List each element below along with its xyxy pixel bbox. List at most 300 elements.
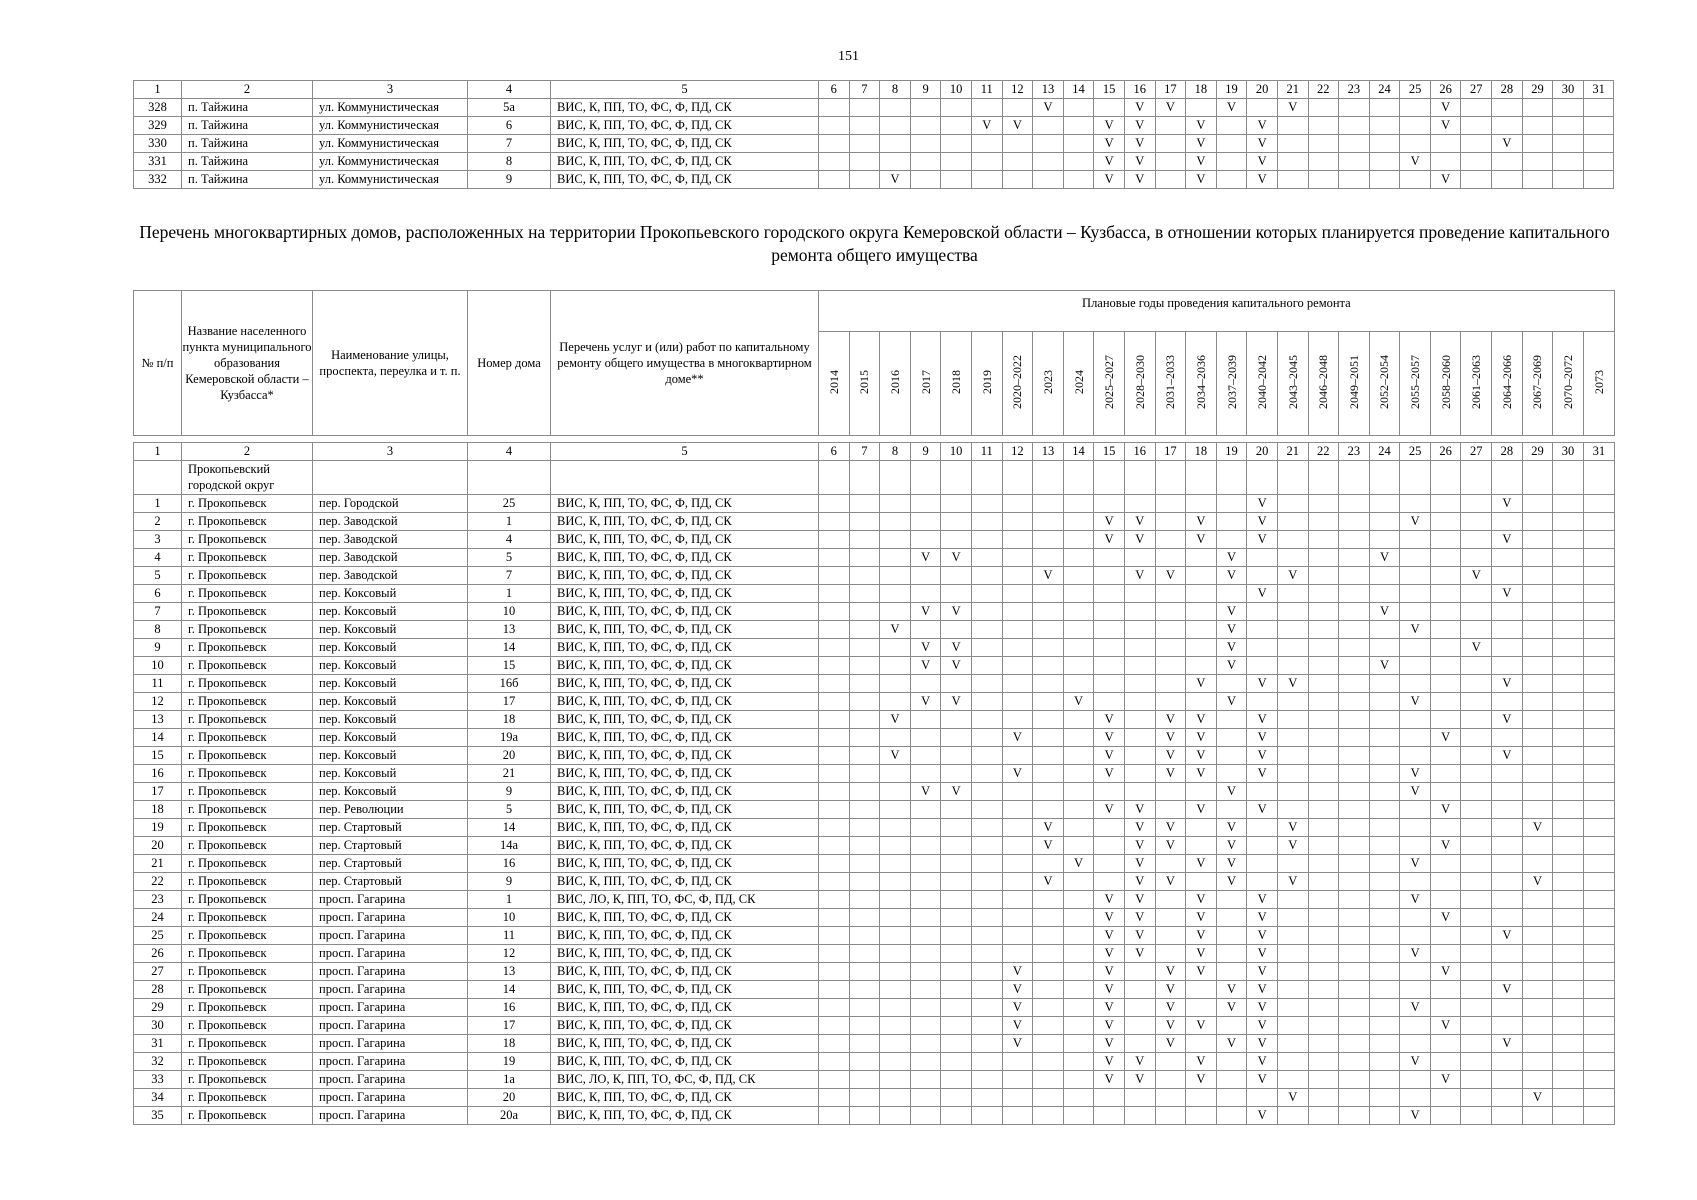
year-cell xyxy=(1492,1107,1523,1125)
row-number: 33 xyxy=(134,1071,182,1089)
year-cell xyxy=(1339,657,1370,675)
year-cell xyxy=(1033,603,1064,621)
locality-cell: г. Прокопьевск xyxy=(182,1035,313,1053)
year-cell xyxy=(1339,495,1370,513)
year-label: 2070–2072 xyxy=(1561,354,1576,409)
year-cell xyxy=(910,981,941,999)
year-cell xyxy=(1369,1017,1400,1035)
column-number: 7 xyxy=(849,443,880,461)
column-number: 29 xyxy=(1522,443,1553,461)
year-mark-cell: V xyxy=(1124,819,1155,837)
year-cell xyxy=(1553,873,1584,891)
year-cell xyxy=(1553,729,1584,747)
year-cell xyxy=(849,117,880,135)
year-cell xyxy=(1430,1089,1461,1107)
year-cell xyxy=(1369,675,1400,693)
year-cell xyxy=(1339,963,1370,981)
year-cell xyxy=(1461,621,1492,639)
year-cell xyxy=(1553,1035,1584,1053)
year-mark-cell: V xyxy=(880,711,911,729)
year-mark-cell: V xyxy=(1369,657,1400,675)
year-cell xyxy=(910,801,941,819)
year-cell xyxy=(1277,999,1308,1017)
year-mark-cell: V xyxy=(1247,1071,1278,1089)
year-cell xyxy=(1430,621,1461,639)
year-mark-cell: V xyxy=(1094,153,1125,171)
year-cell xyxy=(1492,909,1523,927)
column-number: 10 xyxy=(941,81,972,99)
year-mark-cell: V xyxy=(1186,531,1217,549)
year-cell xyxy=(1308,657,1339,675)
year-mark-cell: V xyxy=(1186,1053,1217,1071)
row-number: 27 xyxy=(134,963,182,981)
locality-cell: г. Прокопьевск xyxy=(182,1017,313,1035)
year-cell xyxy=(1277,657,1308,675)
year-cell xyxy=(849,711,880,729)
year-cell xyxy=(1553,783,1584,801)
locality-cell: г. Прокопьевск xyxy=(182,513,313,531)
year-cell xyxy=(910,585,941,603)
street-cell: пер. Городской xyxy=(313,495,468,513)
works-list-cell: ВИС, К, ПП, ТО, ФС, Ф, ПД, СК xyxy=(551,99,819,117)
locality-cell: г. Прокопьевск xyxy=(182,981,313,999)
street-cell: просп. Гагарина xyxy=(313,1107,468,1125)
year-cell xyxy=(1094,855,1125,873)
year-mark-cell: V xyxy=(1124,909,1155,927)
year-cell xyxy=(849,1071,880,1089)
year-cell xyxy=(880,873,911,891)
year-cell xyxy=(910,999,941,1017)
year-mark-cell: V xyxy=(1094,891,1125,909)
year-cell xyxy=(1308,1053,1339,1071)
locality-cell: г. Прокопьевск xyxy=(182,837,313,855)
year-cell xyxy=(1308,1107,1339,1125)
table-row xyxy=(134,153,1614,171)
year-cell xyxy=(1583,819,1614,837)
column-number: 30 xyxy=(1553,81,1584,99)
year-cell xyxy=(880,461,911,495)
locality-cell: г. Прокопьевск xyxy=(182,621,313,639)
year-mark-cell: V xyxy=(1247,1053,1278,1071)
year-cell xyxy=(849,1053,880,1071)
year-cell xyxy=(971,945,1002,963)
table-main xyxy=(133,290,1615,1125)
year-mark-cell: V xyxy=(1216,657,1247,675)
year-cell xyxy=(941,531,972,549)
column-number: 16 xyxy=(1124,81,1155,99)
year-cell xyxy=(1461,461,1492,495)
year-cell xyxy=(1522,837,1553,855)
column-number: 20 xyxy=(1247,443,1278,461)
year-cell xyxy=(819,819,850,837)
year-cell xyxy=(1033,1089,1064,1107)
year-cell xyxy=(1430,513,1461,531)
year-label: 2024 xyxy=(1071,369,1086,394)
year-mark-cell: V xyxy=(1216,999,1247,1017)
year-mark-cell: V xyxy=(1247,999,1278,1017)
house-number-cell: 12 xyxy=(468,945,551,963)
year-mark-cell: V xyxy=(1094,963,1125,981)
year-mark-cell: V xyxy=(1247,531,1278,549)
year-cell xyxy=(1063,783,1094,801)
year-cell xyxy=(1553,513,1584,531)
column-number: 14 xyxy=(1063,443,1094,461)
street-cell: пер. Коксовый xyxy=(313,603,468,621)
year-cell xyxy=(1063,461,1094,495)
year-cell xyxy=(941,513,972,531)
year-cell xyxy=(1522,531,1553,549)
year-mark-cell: V xyxy=(1155,765,1186,783)
year-cell xyxy=(1277,963,1308,981)
year-cell xyxy=(1277,171,1308,189)
year-cell xyxy=(1430,945,1461,963)
year-cell xyxy=(1247,621,1278,639)
year-cell xyxy=(910,1017,941,1035)
year-cell xyxy=(910,1107,941,1125)
year-cell xyxy=(1124,621,1155,639)
year-header xyxy=(1583,332,1614,436)
year-mark-cell: V xyxy=(1277,873,1308,891)
year-cell xyxy=(1186,1089,1217,1107)
year-cell xyxy=(1430,873,1461,891)
table-row xyxy=(134,513,1615,531)
gap-cell xyxy=(468,436,551,443)
year-label: 2064–2066 xyxy=(1499,354,1514,409)
year-mark-cell: V xyxy=(1094,711,1125,729)
year-cell xyxy=(819,855,850,873)
year-cell xyxy=(819,909,850,927)
year-cell xyxy=(1002,783,1033,801)
year-cell xyxy=(1308,585,1339,603)
year-cell xyxy=(849,99,880,117)
row-number: 12 xyxy=(134,693,182,711)
year-cell xyxy=(1216,1089,1247,1107)
year-mark-cell: V xyxy=(1186,135,1217,153)
year-cell xyxy=(1430,461,1461,495)
year-cell xyxy=(1277,927,1308,945)
year-cell xyxy=(849,747,880,765)
year-cell xyxy=(1002,513,1033,531)
year-cell xyxy=(1339,801,1370,819)
year-cell xyxy=(1369,495,1400,513)
year-cell xyxy=(1583,765,1614,783)
year-cell xyxy=(1553,1107,1584,1125)
year-cell xyxy=(910,135,941,153)
gap-cell xyxy=(1583,436,1614,443)
year-cell xyxy=(1155,639,1186,657)
column-number: 28 xyxy=(1492,443,1523,461)
year-cell xyxy=(819,729,850,747)
year-cell xyxy=(1583,675,1614,693)
year-mark-cell: V xyxy=(1124,891,1155,909)
year-mark-cell: V xyxy=(1430,837,1461,855)
table-row xyxy=(134,603,1615,621)
year-cell xyxy=(1369,819,1400,837)
year-mark-cell: V xyxy=(1124,567,1155,585)
region-label: Прокопьевский городской округ xyxy=(182,461,313,495)
year-cell xyxy=(1308,783,1339,801)
year-mark-cell: V xyxy=(1430,171,1461,189)
year-mark-cell: V xyxy=(1186,765,1217,783)
works-list-cell: ВИС, К, ПП, ТО, ФС, Ф, ПД, СК xyxy=(551,495,819,513)
row-number: 331 xyxy=(134,153,182,171)
year-cell xyxy=(1186,621,1217,639)
year-cell xyxy=(1339,999,1370,1017)
house-number-cell: 13 xyxy=(468,621,551,639)
column-number: 23 xyxy=(1339,81,1370,99)
year-cell xyxy=(1369,729,1400,747)
year-cell xyxy=(1002,927,1033,945)
year-cell xyxy=(971,1089,1002,1107)
year-cell xyxy=(1063,1071,1094,1089)
works-list-cell: ВИС, К, ПП, ТО, ФС, Ф, ПД, СК xyxy=(551,981,819,999)
year-cell xyxy=(819,495,850,513)
column-number: 1 xyxy=(134,443,182,461)
year-cell xyxy=(1216,801,1247,819)
year-cell xyxy=(819,153,850,171)
row-number: 11 xyxy=(134,675,182,693)
year-header xyxy=(971,332,1002,436)
year-cell xyxy=(1430,981,1461,999)
year-cell xyxy=(1002,747,1033,765)
region-house-cell xyxy=(468,461,551,495)
year-cell xyxy=(971,461,1002,495)
year-mark-cell: V xyxy=(1247,513,1278,531)
works-list-cell: ВИС, К, ПП, ТО, ФС, Ф, ПД, СК xyxy=(551,621,819,639)
street-cell: пер. Коксовый xyxy=(313,765,468,783)
year-cell xyxy=(819,1053,850,1071)
year-cell xyxy=(1063,945,1094,963)
year-cell xyxy=(1002,153,1033,171)
year-mark-cell: V xyxy=(1247,675,1278,693)
year-cell xyxy=(1369,891,1400,909)
year-cell xyxy=(1492,783,1523,801)
year-cell xyxy=(1553,819,1584,837)
year-cell xyxy=(849,945,880,963)
year-cell xyxy=(1369,801,1400,819)
table-row xyxy=(134,657,1615,675)
year-cell xyxy=(1216,171,1247,189)
year-cell xyxy=(1308,117,1339,135)
year-cell xyxy=(1492,1017,1523,1035)
year-cell xyxy=(880,999,911,1017)
year-cell xyxy=(1583,621,1614,639)
year-label: 2017 xyxy=(918,369,933,394)
year-cell xyxy=(971,1017,1002,1035)
year-cell xyxy=(1063,549,1094,567)
house-number-cell: 7 xyxy=(468,567,551,585)
works-list-cell: ВИС, К, ПП, ТО, ФС, Ф, ПД, СК xyxy=(551,927,819,945)
year-mark-cell: V xyxy=(1124,531,1155,549)
year-cell xyxy=(1369,963,1400,981)
header-street: Наименование улицы, проспекта, переулка и т. п. xyxy=(313,291,468,436)
row-number: 7 xyxy=(134,603,182,621)
column-number: 30 xyxy=(1553,443,1584,461)
locality-cell: г. Прокопьевск xyxy=(182,765,313,783)
year-mark-cell: V xyxy=(910,693,941,711)
year-cell xyxy=(1492,873,1523,891)
year-cell xyxy=(1522,99,1553,117)
year-cell xyxy=(1308,981,1339,999)
year-cell xyxy=(910,729,941,747)
year-cell xyxy=(1522,783,1553,801)
year-cell xyxy=(880,891,911,909)
year-cell xyxy=(849,963,880,981)
table-row xyxy=(134,801,1615,819)
year-cell xyxy=(1277,729,1308,747)
year-cell xyxy=(1124,549,1155,567)
year-cell xyxy=(1430,711,1461,729)
year-cell xyxy=(941,1107,972,1125)
region-row xyxy=(134,461,1615,495)
gap-cell xyxy=(313,436,468,443)
year-cell xyxy=(1247,693,1278,711)
table-row xyxy=(134,855,1615,873)
year-cell xyxy=(1002,603,1033,621)
row-number: 9 xyxy=(134,639,182,657)
year-cell xyxy=(1216,495,1247,513)
year-cell xyxy=(1155,693,1186,711)
year-cell xyxy=(1369,171,1400,189)
year-mark-cell: V xyxy=(1094,1053,1125,1071)
year-cell xyxy=(1583,729,1614,747)
year-cell xyxy=(1124,963,1155,981)
year-mark-cell: V xyxy=(1186,801,1217,819)
gap-cell xyxy=(971,436,1002,443)
year-mark-cell: V xyxy=(1124,99,1155,117)
year-cell xyxy=(1492,567,1523,585)
year-cell xyxy=(1216,711,1247,729)
house-number-cell: 8 xyxy=(468,153,551,171)
gap-cell xyxy=(941,436,972,443)
year-cell xyxy=(880,567,911,585)
house-number-cell: 19а xyxy=(468,729,551,747)
locality-cell: г. Прокопьевск xyxy=(182,639,313,657)
column-number: 31 xyxy=(1583,81,1614,99)
year-cell xyxy=(941,461,972,495)
year-mark-cell: V xyxy=(1277,99,1308,117)
year-cell xyxy=(1094,549,1125,567)
year-cell xyxy=(880,837,911,855)
year-cell xyxy=(880,765,911,783)
year-cell xyxy=(1583,461,1614,495)
year-cell xyxy=(1339,117,1370,135)
house-number-cell: 4 xyxy=(468,531,551,549)
year-cell xyxy=(971,855,1002,873)
year-cell xyxy=(1308,945,1339,963)
house-number-cell: 17 xyxy=(468,1017,551,1035)
year-cell xyxy=(1339,1107,1370,1125)
year-cell xyxy=(1002,549,1033,567)
year-cell xyxy=(1063,513,1094,531)
year-cell xyxy=(1522,927,1553,945)
year-cell xyxy=(1583,1107,1614,1125)
year-mark-cell: V xyxy=(1430,1017,1461,1035)
year-mark-cell: V xyxy=(1277,567,1308,585)
year-cell xyxy=(849,873,880,891)
year-cell xyxy=(1492,999,1523,1017)
street-cell: ул. Коммунистическая xyxy=(313,117,468,135)
year-cell xyxy=(1308,747,1339,765)
year-cell xyxy=(1216,117,1247,135)
year-cell xyxy=(941,801,972,819)
year-cell xyxy=(1002,837,1033,855)
year-mark-cell: V xyxy=(1216,603,1247,621)
region-street-cell xyxy=(313,461,468,495)
year-cell xyxy=(1277,801,1308,819)
street-cell: пер. Заводской xyxy=(313,513,468,531)
gap-cell xyxy=(1063,436,1094,443)
year-cell xyxy=(1277,765,1308,783)
year-cell xyxy=(819,747,850,765)
street-cell: пер. Коксовый xyxy=(313,675,468,693)
works-list-cell: ВИС, К, ПП, ТО, ФС, Ф, ПД, СК xyxy=(551,657,819,675)
year-cell xyxy=(1277,135,1308,153)
year-cell xyxy=(1094,873,1125,891)
year-cell xyxy=(1400,603,1431,621)
year-label: 2019 xyxy=(979,369,994,394)
year-cell xyxy=(819,585,850,603)
year-header xyxy=(1033,332,1064,436)
year-cell xyxy=(1339,927,1370,945)
gap-cell xyxy=(1339,436,1370,443)
year-cell xyxy=(880,549,911,567)
year-cell xyxy=(1400,531,1431,549)
year-header xyxy=(910,332,941,436)
year-cell xyxy=(819,999,850,1017)
year-cell xyxy=(1400,1035,1431,1053)
year-cell xyxy=(1430,999,1461,1017)
year-cell xyxy=(1522,639,1553,657)
works-list-cell: ВИС, К, ПП, ТО, ФС, Ф, ПД, СК xyxy=(551,675,819,693)
year-label: 2014 xyxy=(826,369,841,394)
column-number: 4 xyxy=(468,81,551,99)
year-cell xyxy=(1430,639,1461,657)
year-header xyxy=(1430,332,1461,436)
year-cell xyxy=(1430,855,1461,873)
house-number-cell: 21 xyxy=(468,765,551,783)
year-cell xyxy=(1124,1035,1155,1053)
year-cell xyxy=(941,495,972,513)
year-cell xyxy=(849,549,880,567)
year-cell xyxy=(880,693,911,711)
year-cell xyxy=(1124,999,1155,1017)
year-label: 2055–2057 xyxy=(1408,354,1423,409)
year-mark-cell: V xyxy=(910,639,941,657)
year-mark-cell: V xyxy=(1247,1035,1278,1053)
year-cell xyxy=(1002,945,1033,963)
year-cell xyxy=(1492,891,1523,909)
year-cell xyxy=(1308,711,1339,729)
year-cell xyxy=(1186,819,1217,837)
year-cell xyxy=(1522,891,1553,909)
year-cell xyxy=(849,801,880,819)
year-mark-cell: V xyxy=(1124,1053,1155,1071)
year-cell xyxy=(1033,461,1064,495)
year-cell xyxy=(1430,1035,1461,1053)
year-cell xyxy=(819,1071,850,1089)
column-number: 14 xyxy=(1063,81,1094,99)
year-cell xyxy=(1216,1107,1247,1125)
table-row xyxy=(134,765,1615,783)
column-number: 13 xyxy=(1033,443,1064,461)
year-cell xyxy=(1063,153,1094,171)
year-cell xyxy=(1155,495,1186,513)
house-number-cell: 10 xyxy=(468,909,551,927)
year-header xyxy=(1063,332,1094,436)
year-cell xyxy=(910,567,941,585)
year-cell xyxy=(1430,531,1461,549)
